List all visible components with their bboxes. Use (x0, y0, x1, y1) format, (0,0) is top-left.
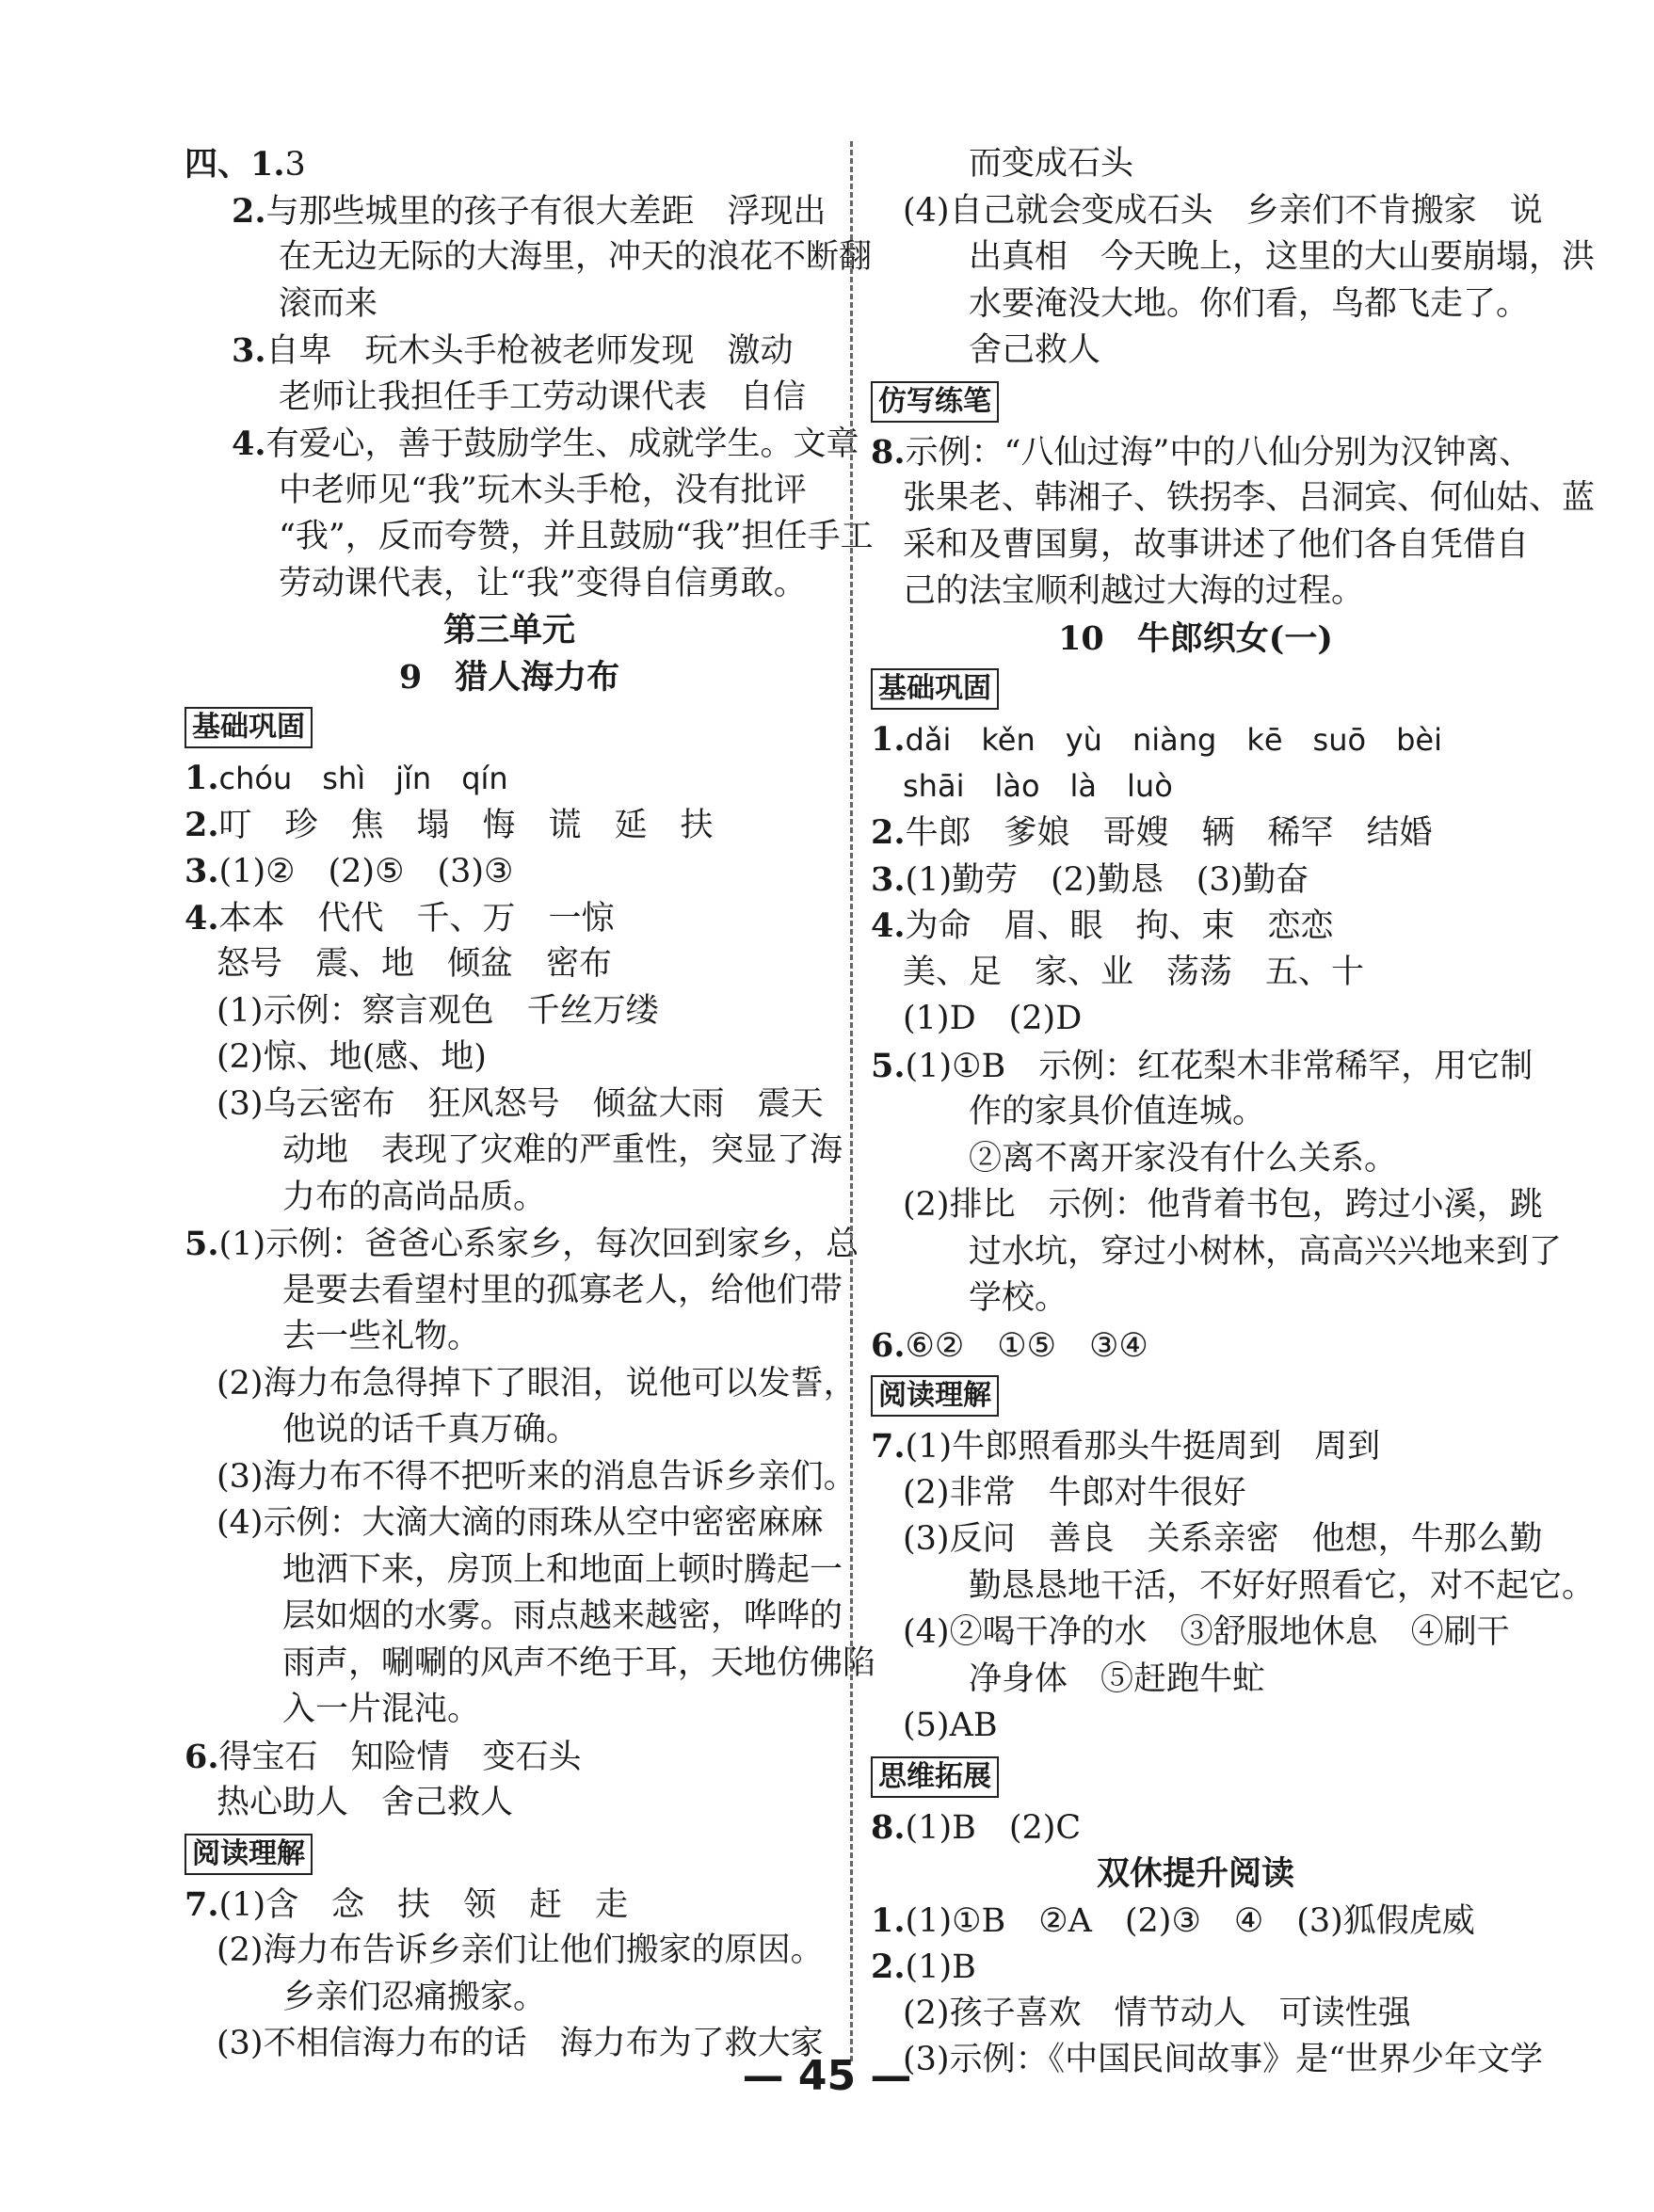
section-tag: 基础巩固 (185, 707, 313, 748)
answer-text: 叮 珍 焦 塌 悔 谎 延 扶 (218, 806, 714, 844)
answer-text: (5)AB (903, 1707, 998, 1744)
answer-text: 怒号 震、地 倾盆 密布 (217, 945, 613, 983)
answer-line (871, 1991, 1520, 2038)
answer-text: (1)B (2)C (905, 1808, 1082, 1847)
answer-line (185, 1175, 834, 1222)
section-tag-row (871, 1369, 1520, 1423)
answer-line (185, 1268, 843, 1315)
answer-line (871, 1229, 1563, 1276)
answer-text: (1)示例：爸爸心系家乡，每次回到家乡，总 (218, 1226, 859, 1263)
answer-text: 为命 眉、眼 拘、束 恋恋 (905, 907, 1334, 945)
answer-text: “我”，反而夸赞，并且鼓励“我”担任手工 (279, 518, 874, 555)
answer-line (871, 996, 1520, 1043)
answer-line (871, 328, 1520, 375)
answer-text: dǎi kěn yù niàng kē suō bèi (905, 722, 1442, 758)
answer-line (871, 1703, 1520, 1750)
answer-text: (1)D (2)D (903, 1000, 1083, 1037)
answer-line (185, 1500, 834, 1547)
answer-text: 力布的高尚品质。 (282, 1178, 547, 1216)
answer-line (185, 1314, 834, 1361)
answer-line (871, 1182, 1543, 1229)
question-number: 3. (185, 852, 219, 890)
question-number: 5. (185, 1225, 219, 1263)
answer-line (871, 1516, 1543, 1563)
answer-text: 是要去看望村里的孤寡老人，给他们带 (282, 1271, 843, 1309)
answer-line (871, 1423, 1520, 1470)
left-column (185, 141, 876, 2068)
question-number: 1. (871, 720, 906, 759)
section-tag: 基础巩固 (871, 668, 999, 710)
right-column (871, 141, 1596, 2084)
answer-line (871, 1804, 1520, 1851)
answer-text: 舍己救人 (969, 331, 1101, 369)
answer-line (871, 188, 1543, 235)
answer-line (871, 1136, 1520, 1183)
answer-text: 学校。 (969, 1279, 1068, 1317)
section-tag: 思维拓展 (871, 1756, 999, 1798)
column-divider (850, 141, 853, 2061)
question-number: 4. (185, 898, 219, 938)
question-number: 3. (232, 331, 266, 370)
answer-text: ⑥② ①⑤ ③④ (905, 1326, 1148, 1365)
answer-text: 3 (284, 146, 306, 184)
question-number: 7. (871, 1427, 906, 1466)
answer-line (871, 1563, 1596, 1611)
answer-line (185, 468, 834, 515)
answer-line (185, 1082, 834, 1129)
answer-line (871, 1275, 1520, 1322)
question-number: 8. (871, 432, 906, 472)
answer-text: 而变成石头 (969, 145, 1134, 183)
section-heading: 9 猎人海力布 (398, 657, 620, 697)
answer-line (185, 1221, 859, 1268)
answer-line (185, 1734, 834, 1781)
section-tag-row (185, 1827, 834, 1882)
answer-line (871, 141, 1520, 188)
answer-line (871, 950, 1520, 997)
question-number: 7. (185, 1884, 219, 1924)
answer-line (871, 1470, 1520, 1517)
answer-line (185, 1407, 834, 1454)
answer-line (185, 895, 834, 942)
answer-line (871, 1043, 1534, 1090)
answer-line (185, 141, 834, 188)
answer-text: 净身体 ⑤赶跑牛虻 (969, 1659, 1266, 1698)
question-number: 6. (185, 1737, 219, 1776)
answer-line (185, 848, 834, 895)
question-number: 8. (871, 1807, 906, 1847)
answer-line (185, 755, 834, 802)
answer-text: (1)①B ②A (2)③ ④ (3)狐假虎威 (905, 1901, 1475, 1940)
answer-text: (3)乌云密布 狂风怒号 倾盆大雨 震天 (217, 1084, 824, 1123)
answer-line (871, 234, 1596, 281)
section-heading: 双休提升阅读 (1096, 1854, 1294, 1893)
answer-text: 在无边无际的大海里，冲天的浪花不断翻 (279, 238, 873, 276)
section-tag-row (871, 1750, 1520, 1804)
answer-text: shāi lào là luò (903, 767, 1173, 804)
answer-line (185, 988, 834, 1035)
answer-text: (1)①B 示例：红花梨木非常稀罕，用它制 (905, 1047, 1534, 1085)
answer-line (185, 234, 873, 281)
section-heading: 第三单元 (442, 611, 575, 649)
answer-text: (2)排比 示例：他背着书包，跨过小溪，跳 (903, 1186, 1543, 1224)
answer-text: 老师让我担任手工劳动课代表 自信 (279, 377, 807, 416)
question-number: 2. (232, 191, 266, 231)
answer-line (871, 903, 1520, 950)
answer-text: 热心助人 舍己救人 (217, 1784, 514, 1821)
answer-text: (3)示例：《中国民间故事》是“世界少年文学 (903, 2041, 1543, 2078)
page-number: — 45 — (742, 2052, 912, 2100)
answer-text: (1)含 念 扶 领 赶 走 (218, 1885, 629, 1924)
answer-text: 劳动课代表，让“我”变得自信勇敢。 (279, 564, 807, 602)
answer-line (185, 328, 834, 375)
answer-text: (1)B (905, 1948, 976, 1986)
section-heading: 10 牛郎织女(一) (1058, 618, 1333, 658)
answer-text: (1)牛郎照看那头牛挺周到 周到 (905, 1428, 1381, 1466)
answer-text: 自卑 玩木头手枪被老师发现 激动 (265, 332, 794, 370)
answer-text: 有爱心，善于鼓励学生、成就学生。文章 (265, 425, 859, 463)
section-tag-row (185, 700, 834, 755)
answer-text: 美、足 家、业 荡荡 五、十 (903, 953, 1365, 991)
answer-text: 层如烟的水雾。雨点越来越密，哗哗的 (282, 1597, 843, 1635)
answer-line (871, 1944, 1520, 1991)
answer-line (185, 514, 874, 561)
question-number: 2. (871, 813, 906, 852)
answer-text: 牛郎 爹娘 哥嫂 辆 稀罕 结婚 (905, 814, 1433, 852)
answer-text: (1)② (2)⑤ (3)③ (218, 853, 514, 890)
answer-line (185, 1780, 834, 1827)
answer-line (871, 475, 1596, 522)
answer-line (185, 1128, 843, 1175)
answer-line (185, 1928, 834, 1975)
section-tag: 仿写练笔 (871, 381, 999, 423)
answer-text: (3)海力布不得不把听来的消息告诉乡亲们。 (217, 1457, 857, 1496)
answer-text: 滚而来 (279, 284, 378, 323)
answer-text: 乡亲们忍痛搬家。 (282, 1978, 547, 2016)
answer-line (871, 857, 1520, 904)
answer-text: (2)非常 牛郎对牛很好 (903, 1473, 1246, 1512)
answer-line (871, 522, 1530, 569)
answer-text: 雨声，唰唰的风声不绝于耳，天地仿佛陷 (282, 1643, 876, 1682)
question-number: 四、1. (185, 145, 285, 184)
answer-text: 与那些城里的孩子有很大差距 浮现出 (265, 192, 827, 231)
answer-line (185, 421, 859, 468)
question-number: 1. (871, 1900, 906, 1940)
answer-text: (4)②喝干净的水 ③舒服地休息 ④刷干 (903, 1613, 1510, 1651)
answer-text: 地洒下来，房顶上和地面上顿时腾起一 (282, 1550, 843, 1589)
question-number: 2. (871, 1948, 906, 1986)
answer-line (185, 1034, 834, 1082)
answer-text: (1)示例：察言观色 千丝万缕 (217, 991, 659, 1030)
answer-text: 张果老、韩湘子、铁拐李、吕洞宾、何仙姑、蓝 (903, 479, 1596, 517)
answer-line (871, 429, 1533, 476)
answer-text: 水要淹没大地。你们看，鸟都飞走了。 (969, 284, 1530, 323)
answer-line (185, 1361, 857, 1408)
answer-text: 己的法宝顺利越过大海的过程。 (903, 572, 1365, 610)
answer-line (871, 1657, 1520, 1704)
question-number: 5. (871, 1046, 906, 1085)
question-number: 4. (232, 425, 266, 463)
answer-text: 过水坑，穿过小树林，高高兴兴地来到了 (969, 1232, 1563, 1271)
answer-text: 勤恳恳地干活，不好好照看它，对不起它。 (969, 1566, 1596, 1605)
answer-line (185, 1975, 834, 2022)
answer-text: chóu shì jǐn qín (218, 761, 508, 796)
answer-text: (3)不相信海力布的话 海力布为了救大家 (217, 2025, 824, 2062)
answer-text: 本本 代代 千、万 一惊 (218, 899, 615, 938)
answer-text: (3)反问 善良 关系亲密 他想，牛那么勤 (903, 1520, 1543, 1558)
answer-line (185, 188, 834, 235)
question-number: 4. (871, 906, 906, 945)
answer-text: (4)自己就会变成石头 乡亲们不肯搬家 说 (903, 191, 1543, 230)
answer-line (871, 1610, 1520, 1657)
answer-line (871, 716, 1520, 763)
section-tag: 阅读理解 (871, 1375, 999, 1417)
answer-text: (2)孩子喜欢 情节动人 可读性强 (903, 1994, 1411, 2032)
answer-line (871, 763, 1520, 810)
answer-line (871, 809, 1520, 857)
answer-text: 得宝石 知险情 变石头 (218, 1738, 582, 1776)
answer-text: 作的家具价值连城。 (969, 1093, 1266, 1130)
answer-text: (1)勤劳 (2)勤恳 (3)勤奋 (905, 860, 1309, 899)
question-number: 1. (185, 759, 219, 797)
answer-line (871, 281, 1530, 329)
question-number: 3. (871, 859, 906, 899)
answer-line (185, 281, 834, 329)
answer-line (185, 1882, 834, 1929)
answer-line (871, 1898, 1520, 1945)
answer-text: 入一片混沌。 (282, 1691, 481, 1728)
answer-line (185, 1641, 876, 1688)
answer-text: (2)海力布告诉乡亲们让他们搬家的原因。 (217, 1931, 824, 1969)
answer-text: ②离不离开家没有什么关系。 (969, 1139, 1398, 1178)
answer-text: (2)海力布急得掉下了眼泪，说他可以发誓， (217, 1364, 857, 1403)
answer-text: 示例：“八仙过海”中的八仙分别为汉钟离、 (905, 433, 1533, 472)
answer-text: 他说的话千真万确。 (282, 1411, 580, 1449)
answer-line (185, 1454, 857, 1501)
answer-text: 出真相 今天晚上，这里的大山要崩塌，洪 (969, 238, 1596, 276)
answer-line (185, 1687, 834, 1734)
answer-line (185, 802, 834, 849)
answer-text: 去一些礼物。 (282, 1318, 481, 1355)
section-tag: 阅读理解 (185, 1834, 313, 1875)
answer-line (185, 1594, 843, 1641)
answer-text: 动地 表现了灾难的严重性，突显了海 (282, 1131, 843, 1169)
answer-line (871, 1322, 1520, 1370)
answer-line (185, 375, 834, 422)
answer-text: 中老师见“我”玩木头手枪，没有批评 (279, 471, 807, 509)
question-number: 2. (185, 805, 219, 844)
answer-text: (4)示例：大滴大滴的雨珠从空中密密麻麻 (217, 1504, 824, 1542)
answer-line (185, 561, 834, 608)
section-tag-row (871, 375, 1520, 429)
answer-line (871, 569, 1520, 616)
answer-text: 采和及曹国舅，故事讲述了他们各自凭借自 (903, 525, 1530, 564)
section-tag-row (871, 662, 1520, 716)
answer-line (185, 941, 834, 988)
answer-line (185, 1547, 843, 1595)
answer-line (871, 1089, 1520, 1136)
question-number: 6. (871, 1325, 906, 1365)
answer-text: (2)惊、地(感、地) (217, 1038, 487, 1076)
